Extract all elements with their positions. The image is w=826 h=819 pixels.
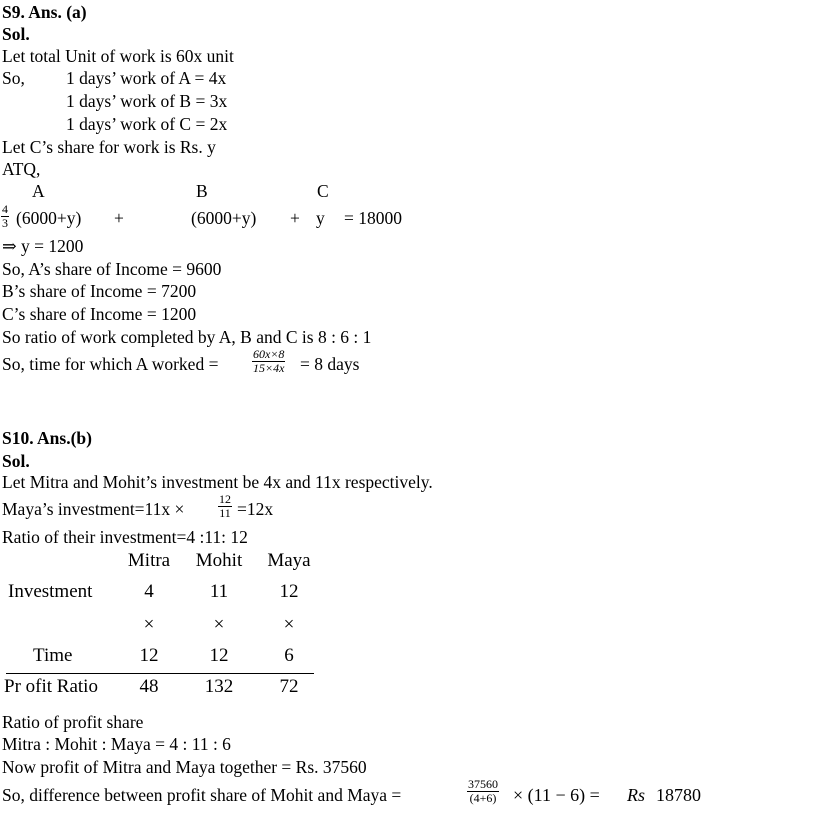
s10-table-header-mohit: Mohit: [195, 550, 243, 571]
s9-fraction-four-thirds: [1, 203, 9, 230]
s9-work-a: 1 days’ work of A = 4x: [66, 68, 227, 88]
s9-let-c-share: Let C’s share for work is Rs. y: [2, 137, 216, 157]
s10-diff-value: 18780: [656, 785, 701, 805]
s10-ratio-investment: Ratio of their investment=4 :11: 12: [2, 527, 248, 547]
s10-diff-num: 37560: [468, 777, 498, 791]
s9-work-b: 1 days’ work of B = 3x: [66, 91, 228, 111]
s10-heading: S10. Ans.(b): [2, 428, 92, 448]
s10-table-divider: [6, 673, 314, 674]
s10-line-investment: Let Mitra and Mohit’s investment be 4x and 11x respectively.: [2, 472, 433, 492]
s9-share-a: So, A’s share of Income = 9600: [2, 259, 222, 279]
s10-diff-rs: Rs: [627, 785, 645, 805]
s10-table-times-mitra: ×: [143, 614, 155, 635]
s9-eq-plus-1: +: [114, 208, 124, 228]
s9-sol-label: Sol.: [2, 24, 30, 44]
s9-so-label: So,: [2, 68, 25, 88]
s9-eq-rhs: = 18000: [344, 208, 402, 228]
s10-table-investment-maya: 12: [279, 581, 299, 602]
s9-eq-a-term: (6000+y): [16, 208, 82, 228]
s9-time-num: 60x×8: [253, 347, 285, 361]
s9-eq-plus-2: +: [290, 208, 300, 228]
s10-table-profit-maya: 72: [279, 676, 299, 697]
s10-profit-together: Now profit of Mitra and Maya together = Rs. 37560: [2, 757, 367, 777]
s9-col-b: B: [196, 181, 208, 201]
s10-ratio-profit-label: Ratio of profit share: [2, 712, 144, 732]
s9-eq-c-term: y: [316, 208, 325, 228]
s10-maya-den: 11: [219, 506, 231, 520]
s9-time-fraction: [252, 348, 285, 375]
s9-fraction-num: 4: [2, 202, 8, 216]
s9-line-total-work: Let total Unit of work is 60x unit: [2, 46, 234, 66]
s10-table-time-mitra: 12: [139, 645, 159, 666]
s9-col-c: C: [317, 181, 329, 201]
s10-table-label-profit-ratio: Pr ofit Ratio: [4, 676, 98, 697]
s10-table-time-maya: 6: [284, 645, 294, 666]
s10-table-profit-mohit: 132: [204, 676, 234, 697]
s10-diff-suffix: × (11 − 6) =: [513, 785, 600, 805]
s10-table-label-investment: Investment: [8, 581, 93, 602]
s9-share-b: B’s share of Income = 7200: [2, 281, 197, 301]
s9-atq: ATQ,: [2, 159, 41, 179]
s10-maya-suffix: =12x: [237, 499, 274, 519]
s10-table-investment-mitra: 4: [144, 581, 154, 602]
s10-table-times-mohit: ×: [213, 614, 225, 635]
s9-col-a: A: [32, 181, 45, 201]
s10-diff-den: (4+6): [469, 791, 497, 805]
s9-time-den: 15×4x: [253, 361, 285, 375]
s9-work-ratio: So ratio of work completed by A, B and C is 8 : 6 : 1: [2, 327, 372, 347]
s9-heading: S9. Ans. (a): [2, 2, 87, 22]
s9-fraction-den: 3: [2, 216, 8, 230]
s9-time-suffix: = 8 days: [300, 354, 360, 374]
s9-eq-b-term: (6000+y): [191, 208, 257, 228]
s10-table-profit-mitra: 48: [139, 676, 159, 697]
s10-table-time-mohit: 12: [209, 645, 229, 666]
s10-maya-fraction: [218, 493, 232, 520]
s10-table-header-mitra: Mitra: [127, 550, 171, 571]
s10-table-times-maya: ×: [283, 614, 295, 635]
s10-maya-prefix: Maya’s investment=11x ×: [2, 499, 185, 519]
s10-ratio-profit: Mitra : Mohit : Maya = 4 : 11 : 6: [2, 734, 231, 754]
s9-time-prefix: So, time for which A worked =: [2, 354, 219, 374]
s10-table-label-time: Time: [33, 645, 73, 666]
s10-diff-fraction: [467, 778, 499, 805]
s10-table-header-maya: Maya: [267, 550, 311, 571]
s9-work-c: 1 days’ work of C = 2x: [66, 114, 228, 134]
s10-diff-prefix: So, difference between profit share of Mohit and Maya =: [2, 785, 402, 805]
s10-maya-num: 12: [219, 492, 231, 506]
s9-share-c: C’s share of Income = 1200: [2, 304, 197, 324]
s10-sol-label: Sol.: [2, 451, 30, 471]
s9-result-y: ⇒ y = 1200: [2, 236, 84, 256]
s10-table-investment-mohit: 11: [209, 581, 229, 602]
